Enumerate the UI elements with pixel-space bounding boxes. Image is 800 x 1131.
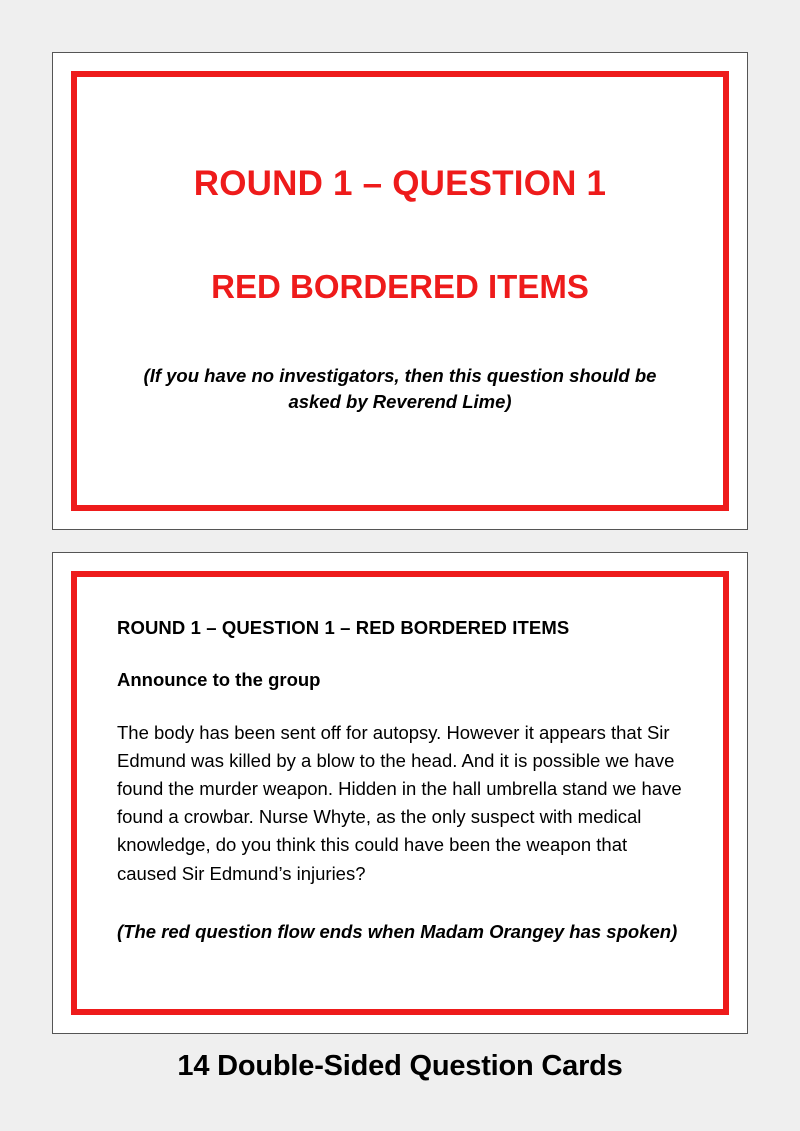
card-back-heading: ROUND 1 – QUESTION 1 – RED BORDERED ITEMS (117, 617, 570, 638)
question-card-back (52, 552, 748, 1034)
red-border-frame-front (71, 71, 729, 511)
card-back-footnote: (The red question flow ends when Madam Orangey has spoken) (117, 920, 678, 942)
page-caption: 14 Double-Sided Question Cards (177, 1050, 623, 1082)
red-border-frame-back (71, 571, 729, 1015)
card-back-content (77, 577, 723, 1009)
card-back-body-text: The body has been sent off for autopsy. However it appears that Sir Edmund was killed by a blow to the head. And it is possible we have found the murder weapon. Hidden in the hall umbrella stand we have found a crowbar. Nurse Whyte, as the only suspect with medical knowledge, do you think this could have been the weapon that caused Sir Edmund’s injuries? (117, 722, 682, 884)
card-front-note: (If you have no investigators, then this question should be asked by Reverend Lime) (143, 364, 657, 413)
card-front-subtitle: RED BORDERED ITEMS (211, 268, 589, 305)
card-back-announce-label: Announce to the group (117, 669, 321, 690)
card-front-content (77, 77, 723, 505)
question-card-front (52, 52, 748, 530)
card-front-title: ROUND 1 – QUESTION 1 (193, 164, 607, 203)
